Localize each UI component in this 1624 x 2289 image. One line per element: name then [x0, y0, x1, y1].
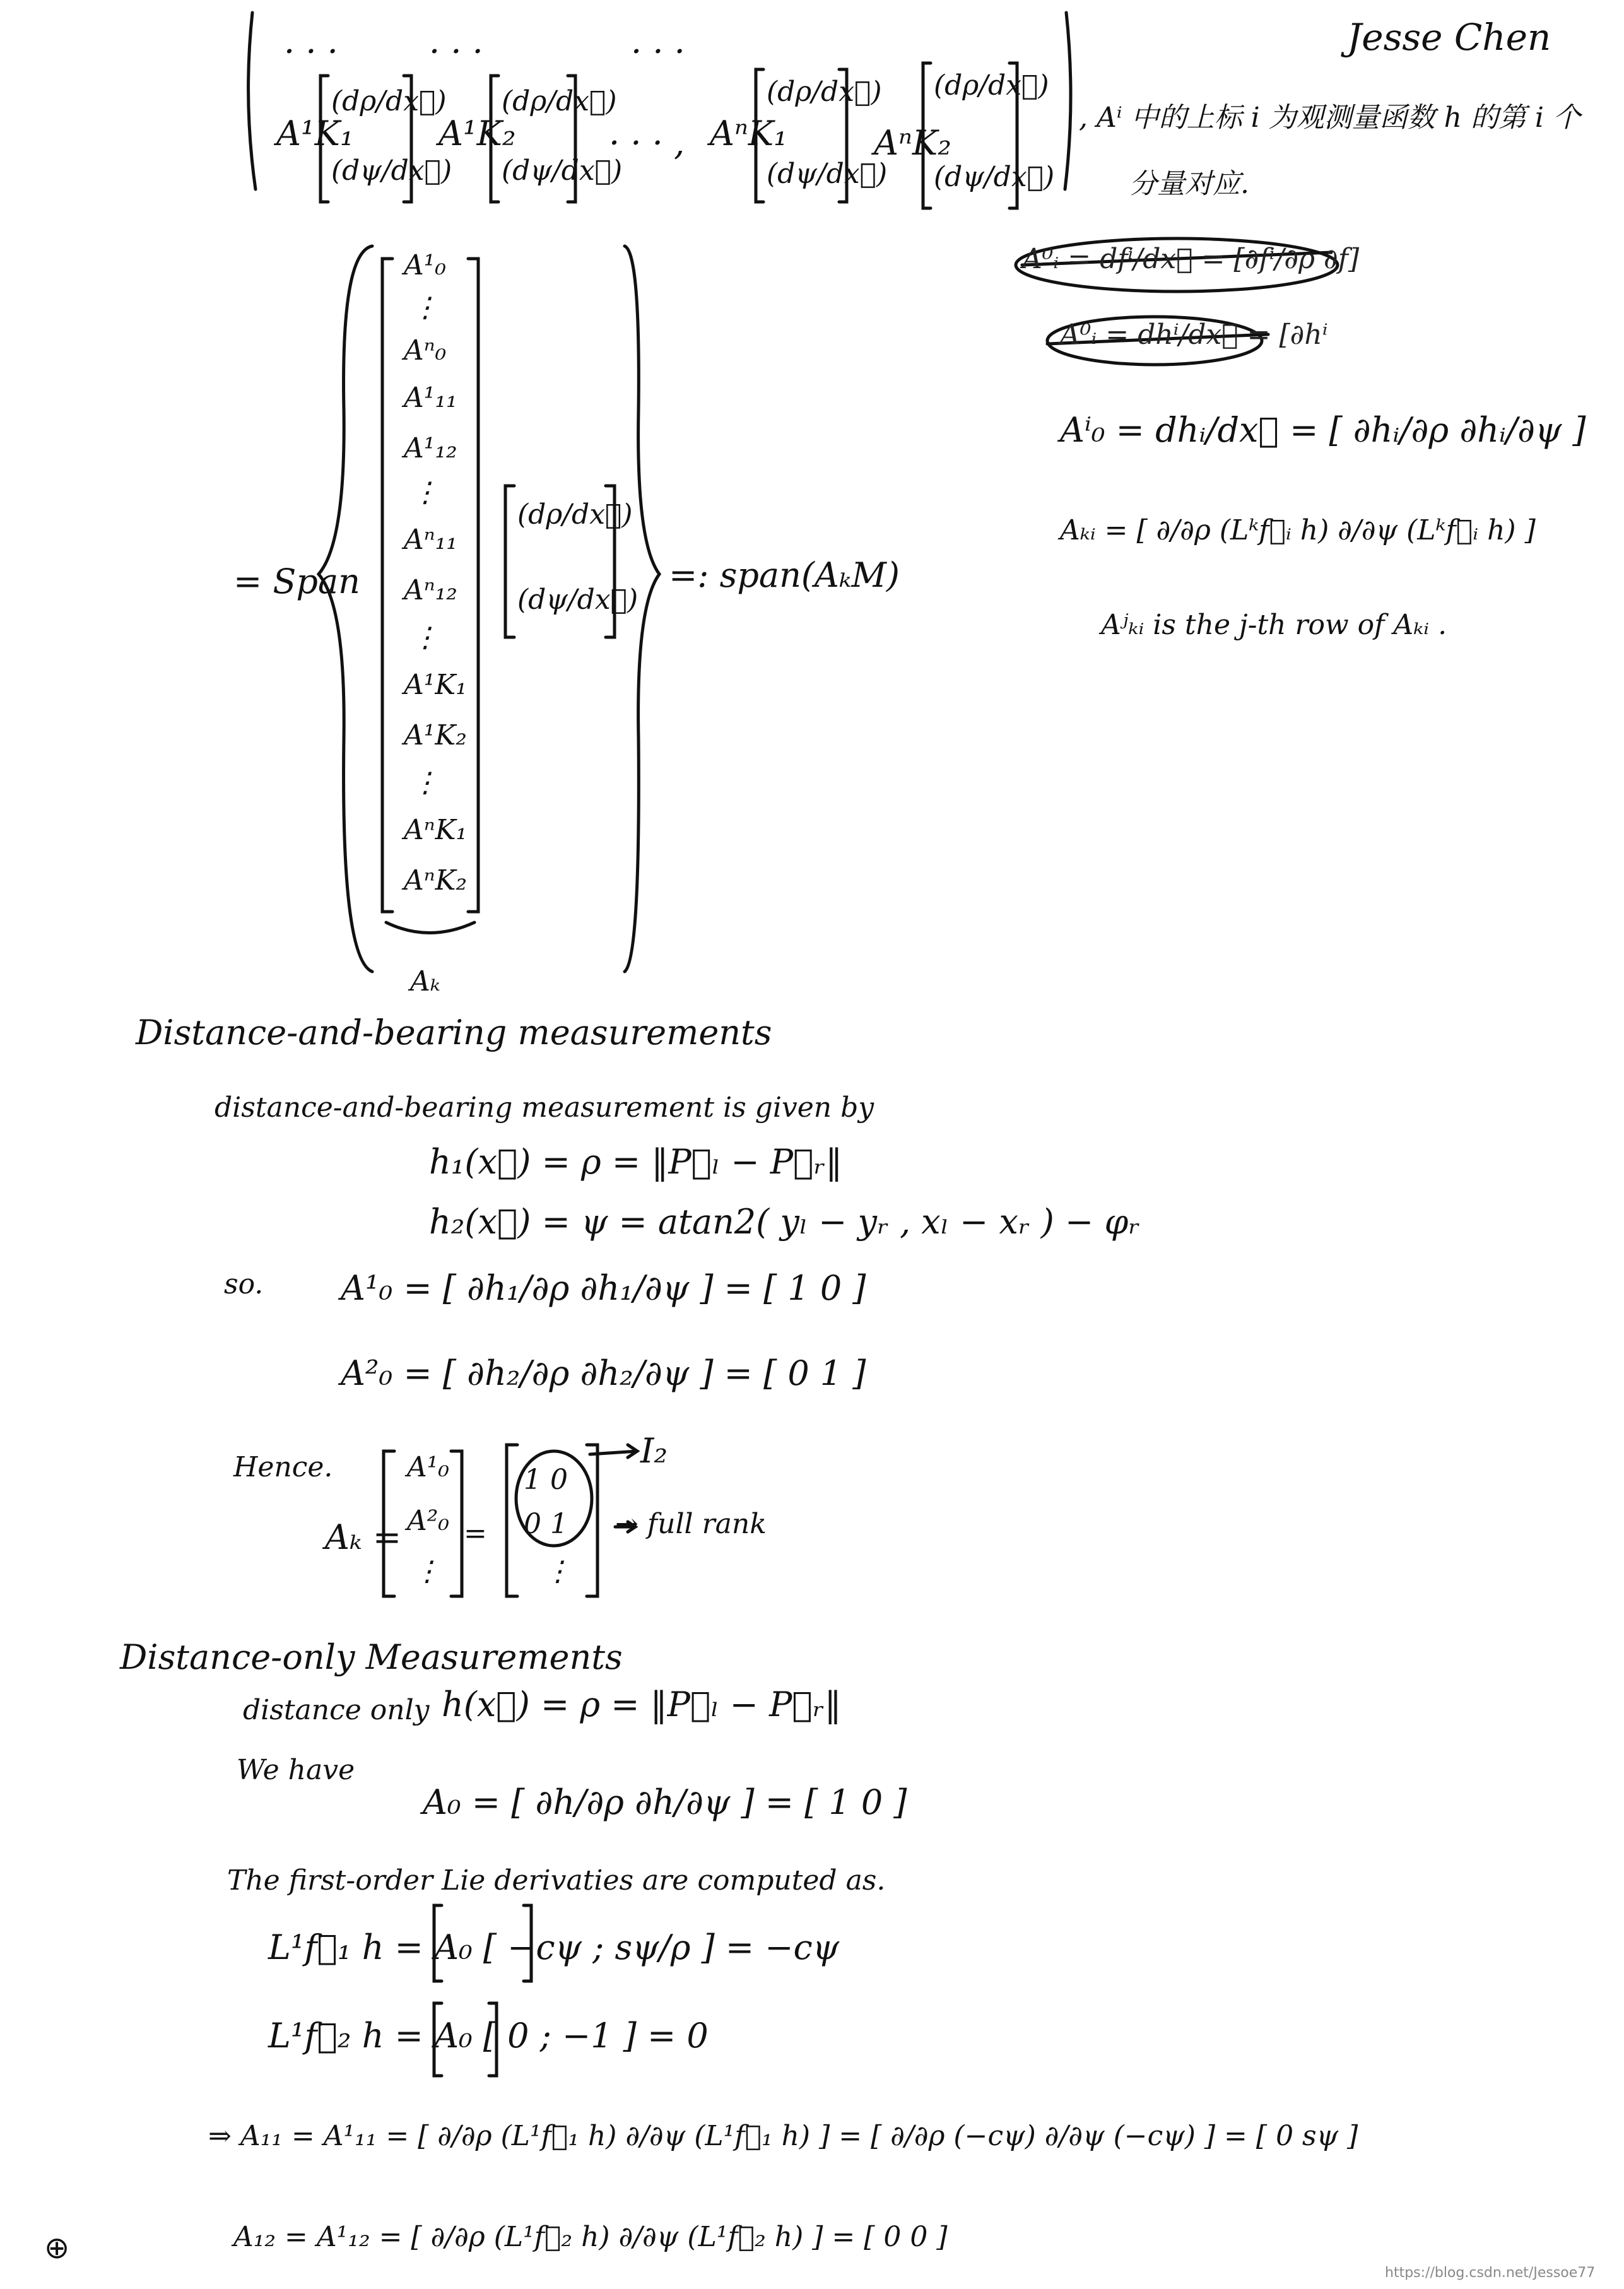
struck-note-1: A⁰ᵢ = dfⁱ/dx⃗ = [∂fⁱ/∂ρ ∂f]: [1022, 243, 1360, 275]
page-mark: ⊕: [44, 2230, 70, 2266]
span-row-2: ⋮: [411, 291, 439, 324]
top-item-1: A¹K₁: [276, 114, 354, 153]
section1-i2-label: I₂: [640, 1431, 668, 1471]
span-row-4: A¹₁₁: [404, 382, 457, 414]
watermark-text: https://blog.csdn.net/Jessoe77: [1385, 2265, 1596, 2281]
span-row-12: ⋮: [411, 767, 439, 799]
top-dots-1: · · ·: [284, 32, 338, 71]
section1-equals: =: [464, 1517, 487, 1550]
section2-l1: L¹f⃗₁ h = A₀ [ −cψ ; sψ/ρ ] = −cψ: [268, 1927, 840, 1967]
side-eq-1: Aⁱ₀ = dhᵢ/dx⃗ = [ ∂hᵢ/∂ρ ∂hᵢ/∂ψ ]: [1060, 410, 1586, 450]
span-vec-top: (dρ/dx⃗): [517, 498, 633, 531]
section1-a02: A²₀ = [ ∂h₂/∂ρ ∂h₂/∂ψ ] = [ 0 1 ]: [341, 1353, 866, 1393]
section1-h2: h₂(x⃗) = ψ = atan2( yₗ − yᵣ , xₗ − xᵣ ) − φᵣ: [429, 1202, 1141, 1242]
section1-h1: h₁(x⃗) = ρ = ‖P⃗ₗ − P⃗ᵣ‖: [429, 1142, 843, 1182]
span-vec-bot: (dψ/dx⃗): [517, 584, 638, 616]
span-under-label: Aₖ: [410, 965, 440, 997]
section1-intro: distance-and-bearing measurement is given by: [215, 1092, 874, 1124]
section2-we-have: We have: [237, 1754, 355, 1786]
section1-so: so.: [224, 1268, 264, 1300]
section1-id-row-1: 1 0: [524, 1464, 568, 1496]
top-vec-3-bot: (dψ/dx⃗): [767, 158, 888, 190]
top-item-2: A¹K₂: [438, 114, 516, 153]
section1-id-row-3: ⋮: [544, 1555, 572, 1587]
top-note: , Aⁱ 中的上标 i 为观测量函数 h 的第 i 个: [1079, 102, 1580, 134]
top-vec-2-top: (dρ/dx⃗): [502, 85, 617, 117]
span-left-brace: [319, 246, 372, 972]
span-row-10: A¹K₁: [404, 669, 467, 701]
span-row-14: AⁿK₂: [404, 864, 468, 897]
span-row-3: Aⁿ₀: [404, 334, 447, 367]
span-row-9: ⋮: [411, 621, 439, 654]
top-note-2: 分量对应.: [1129, 168, 1249, 200]
section2-a0: A₀ = [ ∂h/∂ρ ∂h/∂ψ ] = [ 1 0 ]: [423, 1782, 907, 1822]
section2-a12: A₁₂ = A¹₁₂ = [ ∂/∂ρ (L¹f⃗₂ h) ∂/∂ψ (L¹f⃗₂ h) ] = [ 0 0 ]: [233, 2221, 948, 2253]
span-row-8: Aⁿ₁₂: [404, 574, 457, 606]
section2-h: h(x⃗) = ρ = ‖P⃗ₗ − P⃗ᵣ‖: [442, 1685, 842, 1724]
span-row-1: A¹₀: [404, 249, 447, 281]
span-row-7: Aⁿ₁₁: [404, 524, 457, 556]
section1-heading: Distance-and-bearing measurements: [136, 1013, 772, 1052]
section1-ak-label: Aₖ =: [325, 1517, 402, 1557]
span-prefix: = Span: [233, 562, 360, 601]
underbrace: [386, 922, 474, 933]
section1-hence: Hence.: [233, 1451, 333, 1483]
section1-ak-row-1: A¹₀: [407, 1451, 450, 1483]
side-eq-3: Aʲₖᵢ is the j-th row of Aₖᵢ .: [1101, 609, 1447, 641]
top-vec-1-top: (dρ/dx⃗): [331, 85, 447, 117]
section2-lie-intro: The first-order Lie derivaties are computed as.: [227, 1864, 886, 1897]
section2-heading: Distance-only Measurements: [120, 1637, 623, 1677]
span-row-13: AⁿK₁: [404, 814, 468, 846]
author-name: Jesse Chen: [1347, 16, 1551, 59]
section2-l2: L¹f⃗₂ h = A₀ [ 0 ; −1 ] = 0: [268, 2016, 709, 2056]
section1-id-row-2: 0 1: [524, 1508, 568, 1540]
top-vec-4-top: (dρ/dx⃗): [934, 69, 1049, 102]
top-dots-2: · · ·: [429, 32, 483, 71]
span-row-5: A¹₁₂: [404, 432, 457, 464]
section2-a11: ⇒ A₁₁ = A¹₁₁ = [ ∂/∂ρ (L¹f⃗₁ h) ∂/∂ψ (L¹f⃗₁ h) ] = [ ∂/∂ρ (−cψ) ∂/∂ψ (−cψ) ] = [ 0 sψ ]: [208, 2120, 1358, 2152]
side-eq-2: Aₖᵢ = [ ∂/∂ρ (Lᵏf⃗ᵢ h) ∂/∂ψ (Lᵏf⃗ᵢ h) ]: [1060, 514, 1536, 546]
section1-a01: A¹₀ = [ ∂h₁/∂ρ ∂h₁/∂ψ ] = [ 1 0 ]: [341, 1268, 866, 1308]
section1-ak-row-3: ⋮: [413, 1555, 441, 1587]
top-item-5: AⁿK₂: [874, 123, 951, 163]
top-vec-4-bot: (dψ/dx⃗): [934, 161, 1055, 193]
top-vec-3-top: (dρ/dx⃗): [767, 76, 882, 108]
top-item-4: AⁿK₁: [710, 114, 787, 153]
span-row-6: ⋮: [411, 476, 439, 509]
top-dots-3: · · ·: [631, 32, 685, 71]
span-row-11: A¹K₂: [404, 719, 467, 751]
top-item-3: · · · ,: [609, 123, 685, 163]
top-left-brace: [249, 13, 256, 189]
span-suffix: =: span(AₖM): [669, 555, 900, 595]
section1-ak-row-2: A²₀: [407, 1505, 450, 1537]
section2-dist-only: distance only: [243, 1694, 430, 1726]
section1-full-rank: → full rank: [615, 1508, 767, 1540]
top-vec-1-bot: (dψ/dx⃗): [331, 155, 452, 187]
top-vec-2-bot: (dψ/dx⃗): [502, 155, 623, 187]
struck-note-2: A⁰ᵢ = dhⁱ/dx⃗ = [∂hⁱ: [1060, 319, 1328, 351]
top-right-brace: [1065, 13, 1071, 189]
